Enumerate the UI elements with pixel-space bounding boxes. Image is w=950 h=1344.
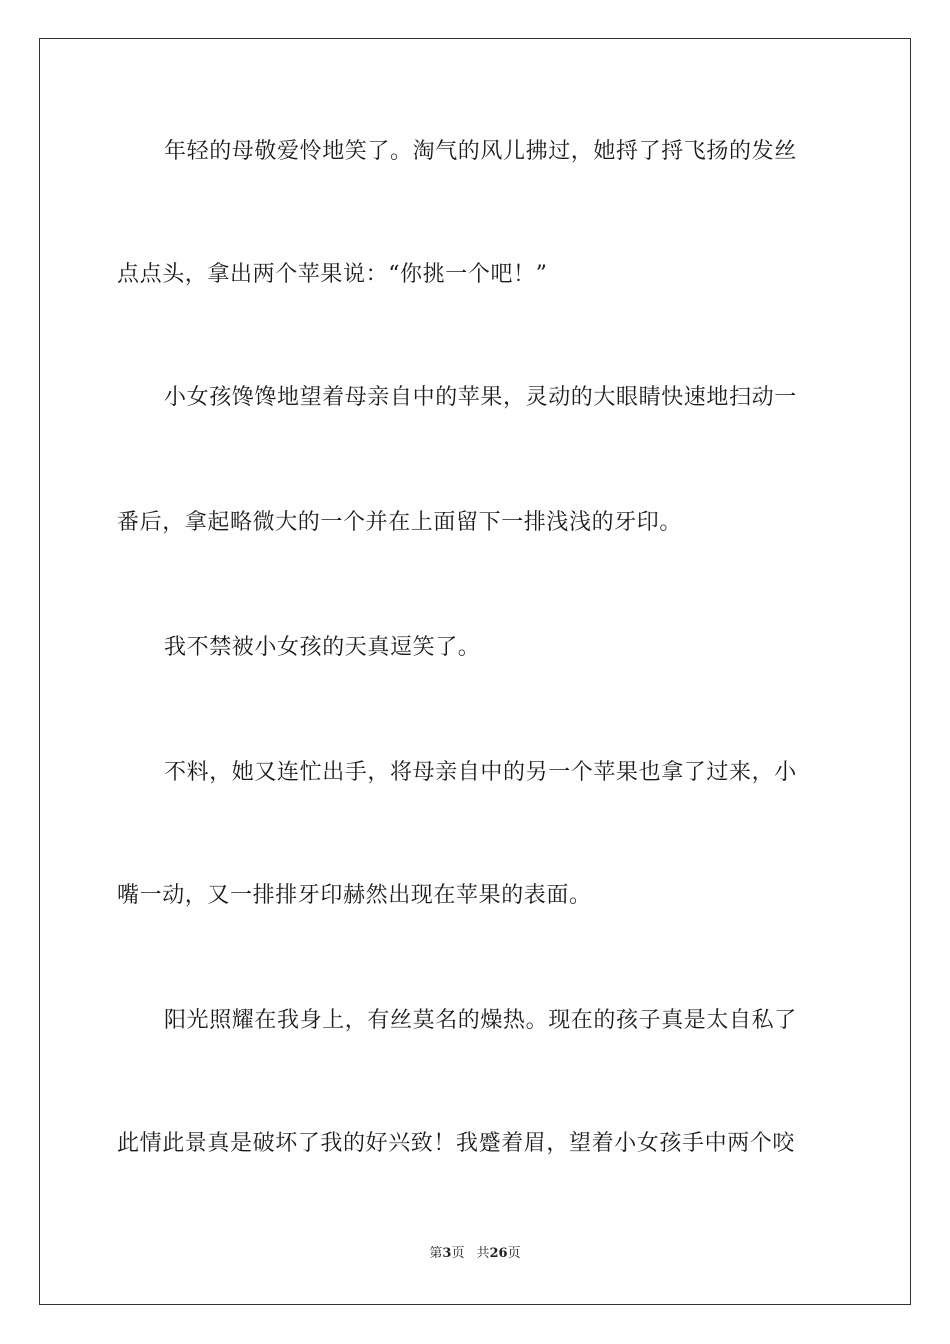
paragraph-5-line-2: 此情此景真是破坏了我的好兴致！我蹙着眉，望着小女孩手中两个咬 bbox=[117, 1131, 796, 1156]
page-suffix: 页 bbox=[451, 1246, 465, 1261]
total-suffix: 页 bbox=[507, 1246, 521, 1261]
paragraph-4-line-1: 不料，她又连忙出手，将母亲自中的另一个苹果也拿了过来，小 bbox=[164, 760, 797, 785]
page-border bbox=[39, 38, 911, 1305]
paragraph-1-line-2: 点点头，拿出两个苹果说：“你挑一个吧！” bbox=[117, 262, 548, 287]
paragraph-2-line-1: 小女孩馋馋地望着母亲自中的苹果，灵动的大眼睛快速地扫动一 bbox=[164, 385, 797, 410]
paragraph-4-line-2: 嘴一动，又一排排牙印赫然出现在苹果的表面。 bbox=[117, 883, 592, 908]
total-prefix: 共 bbox=[476, 1246, 490, 1261]
page-number: 3 bbox=[442, 1246, 452, 1261]
page-footer bbox=[0, 1245, 950, 1263]
paragraph-1-line-1: 年轻的母敬爱怜地笑了。淘气的风儿拂过，她捋了捋飞扬的发丝 bbox=[164, 139, 797, 164]
paragraph-5-line-1: 阳光照耀在我身上，有丝莫名的燥热。现在的孩子真是太自私了 bbox=[164, 1008, 797, 1033]
paragraph-3-line-1: 我不禁被小女孩的天真逗笑了。 bbox=[164, 635, 481, 660]
total-pages: 26 bbox=[489, 1246, 508, 1261]
paragraph-2-line-2: 番后，拿起略微大的一个并在上面留下一排浅浅的牙印。 bbox=[117, 510, 683, 535]
page-prefix: 第 bbox=[429, 1246, 443, 1261]
